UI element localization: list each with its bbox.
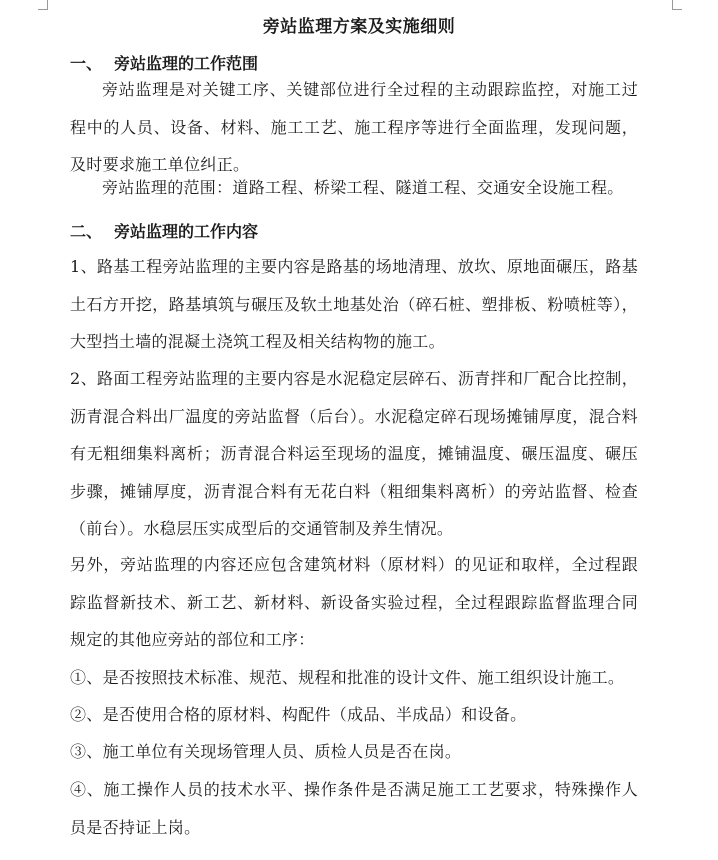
page-corner-mark-right (672, 0, 682, 10)
document-title: 旁站监理方案及实施细则 (262, 17, 456, 37)
section-2-extra-paragraph: 另外，旁站监理的内容还应包含建筑材料（原材料）的见证和取样，全过程跟踪监督新技术、新工艺、新材料、新设备实验过程，全过程跟踪监督监理合同规定的其他应旁站的部位和工序： (70, 555, 638, 649)
section-1-paragraph-2: 旁站监理的范围：道路工程、桥梁工程、隧道工程、交通安全设施工程。 (102, 178, 624, 197)
section-1-number: 一、 (70, 54, 103, 73)
check-item-1: ①、是否按照技术标准、规范、规程和批准的设计文件、施工组织设计施工。 (70, 668, 625, 687)
section-1-heading-text: 旁站监理的工作范围 (114, 54, 259, 73)
section-2-heading-text: 旁站监理的工作内容 (114, 222, 259, 241)
section-2-item-2: 2、路面工程旁站监理的主要内容是水泥稳定层碎石、沥青拌和厂配合比控制，沥青混合料出厂温度的旁站监督（后台）。水泥稳定碎石现场摊铺厚度，混合料有无粗细集料离析；沥青混合料运至现场的温度，摊铺温度、碾压温度、碾压步骤，摊铺厚度，沥青混合料有无花白料（粗细集料离析）的旁站监督、检查（前台）。水稳层压实成型后的交通管制及养生情况。 (70, 369, 638, 538)
check-item-4: ④、施工操作人员的技术水平、操作条件是否满足施工工艺要求，特殊操作人员是否持证上岗。 (70, 780, 638, 837)
check-item-3: ③、施工单位有关现场管理人员、质检人员是否在岗。 (70, 742, 462, 761)
section-1-paragraph-1: 旁站监理是对关键工序、关键部位进行全过程的主动跟踪监控，对施工过程中的人员、设备、材料、施工工艺、施工程序等进行全面监理，发现问题，及时要求施工单位纠正。 (70, 80, 638, 174)
section-2-item-1: 1、路基工程旁站监理的主要内容是路基的场地清理、放坎、原地面碾压，路基土石方开挖，路基填筑与碾压及软土地基处治（碎石桩、塑排板、粉喷桩等），大型挡土墙的混凝土浇筑工程及相关结构物的施工。 (70, 257, 638, 351)
page-corner-mark-left (38, 0, 48, 10)
section-2-number: 二、 (70, 222, 103, 241)
check-item-2: ②、是否使用合格的原材料、构配件（成品、半成品）和设备。 (70, 705, 527, 724)
section-2-heading (70, 219, 258, 242)
cut-off-text-line (70, 849, 370, 860)
